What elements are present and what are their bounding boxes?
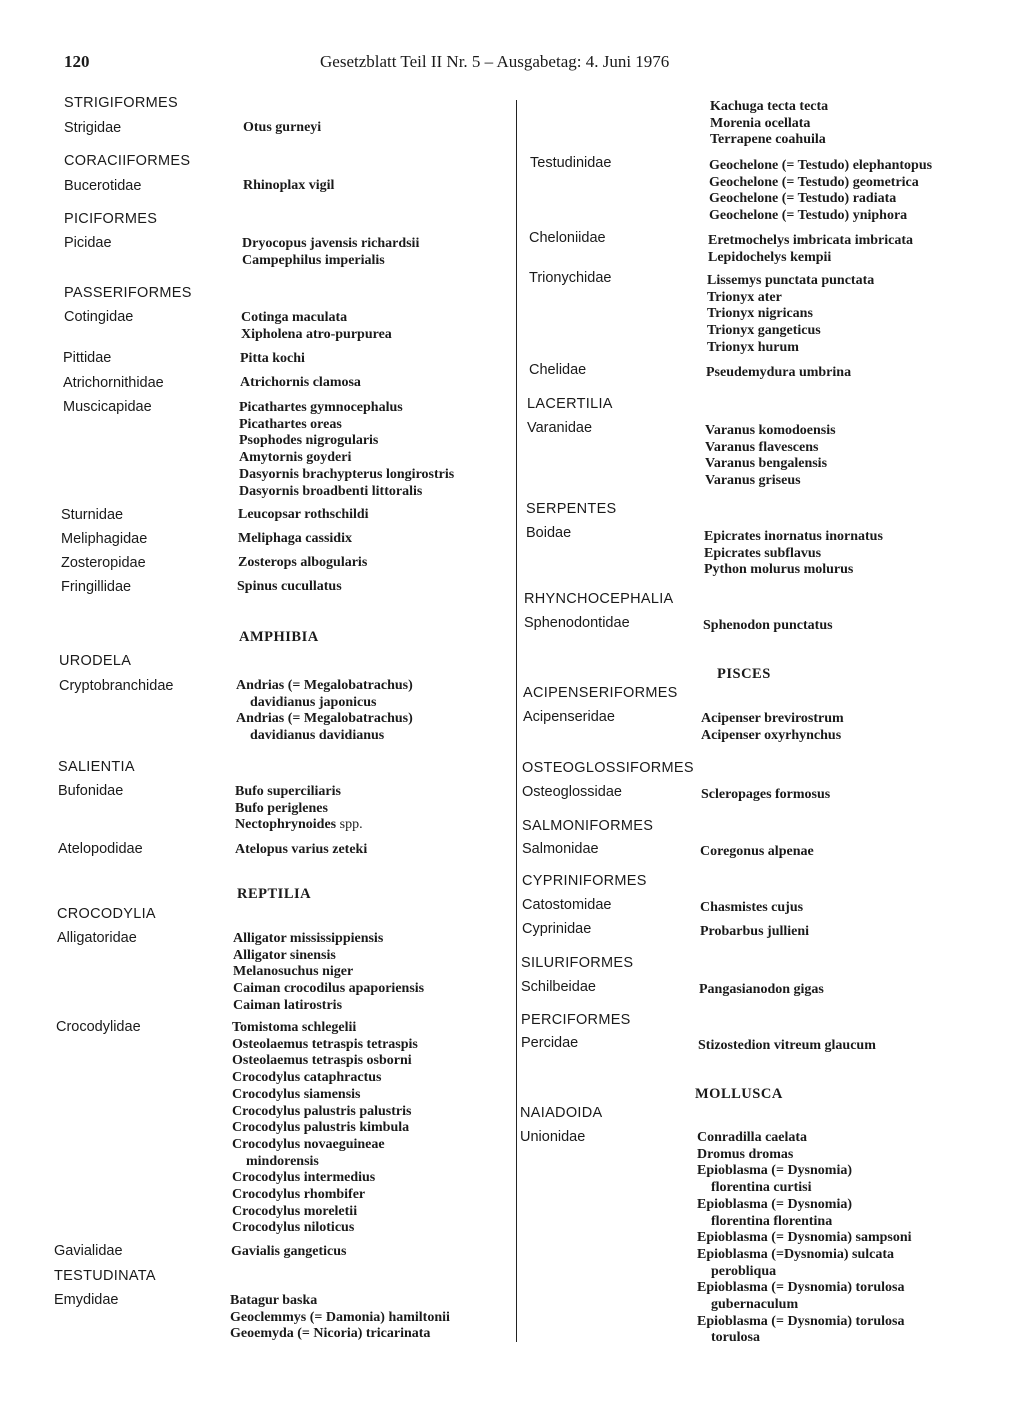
species-name: Tomistoma schlegelii <box>232 1020 357 1035</box>
species-list <box>231 1244 347 1261</box>
order-heading: URODELA <box>59 653 132 669</box>
species-name: Pangasianodon gigas <box>699 982 824 997</box>
species-name: Chasmistes cujus <box>700 900 804 915</box>
species-list <box>701 711 844 744</box>
family-name: Salmonidae <box>522 841 599 857</box>
species-name: Andrias (= Megalobatrachus) <box>236 711 413 727</box>
family-name: Meliphagidae <box>61 531 148 547</box>
order-heading: SALMONIFORMES <box>522 818 654 834</box>
family-name: Gavialidae <box>54 1243 123 1259</box>
species-name: Spinus cucullatus <box>237 579 342 594</box>
species-name: davidianus davidianus <box>250 728 385 744</box>
species-name: Coregonus alpenae <box>700 844 814 859</box>
species-name: Epioblasma (= Dysnomia) <box>697 1163 852 1179</box>
species-genus: Nectophrynoides <box>235 817 337 833</box>
species-list <box>698 1038 876 1055</box>
species-list <box>236 678 413 745</box>
species-name: Acipenser brevirostrum <box>701 711 844 726</box>
species-name: Alligator sinensis <box>233 947 336 963</box>
order-heading: RHYNCHOCEPHALIA <box>524 591 674 607</box>
species-name: Melanosuchus niger <box>233 964 354 980</box>
species-name: Picathartes gymnocephalus <box>239 400 403 415</box>
species-name: Osteolaemus tetraspis tetraspis <box>232 1036 418 1052</box>
family-name: Testudinidae <box>530 155 612 171</box>
species-name: Caiman latirostris <box>233 997 343 1013</box>
order-heading: LACERTILIA <box>527 396 613 412</box>
species-name: Dasyornis broadbenti littoralis <box>239 483 423 499</box>
family-name: Percidae <box>521 1035 579 1051</box>
species-name: Epioblasma (= Dysnomia) torulosa <box>697 1280 905 1296</box>
species-list <box>697 1130 912 1347</box>
family-name: Cyprinidae <box>522 921 592 937</box>
species-list <box>233 931 424 1015</box>
species-list <box>238 555 367 572</box>
species-name: Crocodylus palustris palustris <box>232 1103 412 1119</box>
family-name: Crocodylidae <box>56 1019 141 1035</box>
species-name: torulosa <box>711 1330 760 1346</box>
species-list <box>706 365 851 382</box>
species-name: Lissemys punctata punctata <box>707 273 875 288</box>
family-name: Picidae <box>64 235 112 251</box>
species-name: Pitta kochi <box>240 351 305 366</box>
family-name: Cheloniidae <box>529 230 606 246</box>
species-name: Campephilus imperialis <box>242 252 385 268</box>
family-name: Atelopodidae <box>58 841 143 857</box>
species-name: Osteolaemus tetraspis osborni <box>232 1053 412 1069</box>
right-column <box>518 92 958 1352</box>
species-name <box>235 817 363 834</box>
species-name: Crocodylus moreletii <box>232 1203 358 1219</box>
family-name: Zosteropidae <box>61 555 146 571</box>
family-name: Catostomidae <box>522 897 612 913</box>
species-name: Epioblasma (=Dysnomia) sulcata <box>697 1246 894 1262</box>
species-name: Acipenser oxyrhynchus <box>701 727 842 743</box>
species-name: Batagur baska <box>230 1293 318 1308</box>
species-name: Zosterops albogularis <box>238 555 368 570</box>
species-name: Psophodes nigrogularis <box>239 433 379 449</box>
species-list <box>709 158 932 225</box>
species-name: Geochelone (= Testudo) elephantopus <box>709 158 933 173</box>
family-name: Varanidae <box>527 420 593 436</box>
species-name: Python molurus molurus <box>704 562 854 578</box>
order-heading: CROCODYLIA <box>57 906 156 922</box>
family-name: Bufonidae <box>58 783 124 799</box>
family-name: Muscicapidae <box>63 399 152 415</box>
species-name: Dromus dromas <box>697 1146 794 1162</box>
species-list <box>238 531 352 548</box>
species-name: Atrichornis clamosa <box>240 375 361 390</box>
family-name: Schilbeidae <box>521 979 596 995</box>
order-heading: CORACIIFORMES <box>64 153 191 169</box>
species-name: Caiman crocodilus apaporiensis <box>233 981 425 997</box>
species-name: Cotinga maculata <box>241 310 348 325</box>
species-name: Geoclemmys (= Damonia) hamiltonii <box>230 1309 450 1325</box>
species-name: Epioblasma (= Dysnomia) torulosa <box>697 1313 905 1329</box>
species-name: Trionyx gangeticus <box>707 323 821 339</box>
species-name: Probarbus jullieni <box>700 924 810 939</box>
species-list <box>701 787 830 804</box>
family-name: Emydidae <box>54 1292 119 1308</box>
species-name: gubernaculum <box>711 1297 799 1313</box>
page-header-title: Gesetzblatt Teil II Nr. 5 – Ausgabetag: 4. Juni 1976 <box>320 52 670 71</box>
species-list <box>699 982 824 999</box>
family-name: Pittidae <box>63 350 112 366</box>
species-list <box>700 844 814 861</box>
species-list <box>243 178 334 195</box>
left-column <box>54 92 494 1352</box>
order-heading: SILURIFORMES <box>521 955 634 971</box>
species-name: Crocodylus siamensis <box>232 1086 361 1102</box>
species-list <box>707 273 874 357</box>
species-name: Geoemyda (= Nicoria) tricarinata <box>230 1326 431 1342</box>
family-name: Sturnidae <box>61 507 124 523</box>
order-heading: PASSERIFORMES <box>64 285 192 301</box>
species-name: Meliphaga cassidix <box>238 531 352 546</box>
species-list <box>238 507 369 524</box>
species-name: Varanus flavescens <box>705 439 819 455</box>
species-list <box>703 618 833 635</box>
species-list <box>704 529 883 579</box>
species-name: Crocodylus niloticus <box>232 1220 355 1236</box>
family-name: Chelidae <box>529 362 587 378</box>
species-list <box>710 99 828 149</box>
species-name: Trionyx hurum <box>707 339 799 355</box>
family-name: Alligatoridae <box>57 930 137 946</box>
species-name: mindorensis <box>246 1153 319 1169</box>
family-name: Bucerotidae <box>64 178 142 194</box>
page-number: 120 <box>64 52 90 71</box>
species-name: Crocodylus rhombifer <box>232 1187 366 1203</box>
species-name: Scleropages formosus <box>701 787 831 802</box>
species-name: Otus gurneyi <box>243 120 322 135</box>
family-name: Cryptobranchidae <box>59 678 174 694</box>
species-list <box>708 233 913 266</box>
class-heading: AMPHIBIA <box>239 629 319 645</box>
order-heading: STRIGIFORMES <box>64 95 178 111</box>
species-name: Lepidochelys kempii <box>708 249 832 265</box>
species-name: Geochelone (= Testudo) yniphora <box>709 208 908 224</box>
species-list <box>243 120 321 137</box>
order-heading: CYPRINIFORMES <box>522 873 647 889</box>
species-name: florentina curtisi <box>711 1180 812 1196</box>
species-list <box>237 579 342 596</box>
species-name: Kachuga tecta tecta <box>710 99 829 114</box>
order-heading: NAIADOIDA <box>520 1105 603 1121</box>
species-name: Epioblasma (= Dysnomia) sampsoni <box>697 1230 912 1246</box>
column-divider <box>516 100 517 1342</box>
class-heading: PISCES <box>717 666 771 682</box>
species-name: Geochelone (= Testudo) radiata <box>709 191 897 207</box>
species-name: Epioblasma (= Dysnomia) <box>697 1196 852 1212</box>
species-name: Sphenodon punctatus <box>703 618 833 633</box>
species-name: Geochelone (= Testudo) geometrica <box>709 174 919 190</box>
species-qualifier: spp. <box>339 817 363 833</box>
species-name: Dasyornis brachypterus longirostris <box>239 466 455 482</box>
species-list <box>241 310 392 343</box>
species-name: Leucopsar rothschildi <box>238 507 369 522</box>
species-name: Rhinoplax vigil <box>243 178 335 193</box>
species-name: Conradilla caelata <box>697 1130 808 1145</box>
species-list <box>232 1020 418 1237</box>
species-name: Dryocopus javensis richardsii <box>242 236 420 251</box>
family-name: Fringillidae <box>61 579 132 595</box>
order-heading: PICIFORMES <box>64 211 158 227</box>
species-name: Trionyx nigricans <box>707 306 813 322</box>
family-name: Atrichornithidae <box>63 375 164 391</box>
family-name: Strigidae <box>64 120 122 136</box>
species-name: Morenia ocellata <box>710 115 811 131</box>
species-list <box>240 351 305 368</box>
class-heading: REPTILIA <box>237 886 312 902</box>
family-name: Osteoglossidae <box>522 784 622 800</box>
family-name: Trionychidae <box>529 270 612 286</box>
species-name: Varanus komodoensis <box>705 423 836 438</box>
order-heading: OSTEOGLOSSIFORMES <box>522 760 694 776</box>
species-name: Xipholena atro-purpurea <box>241 326 392 342</box>
species-name: Bufo superciliaris <box>235 784 341 799</box>
order-heading: SERPENTES <box>526 501 617 517</box>
species-list <box>239 400 454 500</box>
species-list <box>700 924 809 941</box>
species-name: Crocodylus intermedius <box>232 1170 376 1186</box>
family-name: Unionidae <box>520 1129 586 1145</box>
species-name: davidianus japonicus <box>250 694 377 710</box>
species-name: Pseudemydura umbrina <box>706 365 852 380</box>
species-name: Stizostedion vitreum glaucum <box>698 1038 876 1053</box>
family-name: Sphenodontidae <box>524 615 630 631</box>
family-name: Boidae <box>526 525 572 541</box>
species-name: Epicrates subflavus <box>704 545 822 561</box>
family-name: Acipenseridae <box>523 709 615 725</box>
species-name: Terrapene coahuila <box>710 132 826 148</box>
species-list <box>242 236 419 269</box>
species-name: Crocodylus palustris kimbula <box>232 1120 410 1136</box>
family-name: Cotingidae <box>64 309 134 325</box>
species-name: Crocodylus novaeguineae <box>232 1136 385 1152</box>
species-name: Epicrates inornatus inornatus <box>704 529 883 544</box>
species-list <box>235 784 363 834</box>
species-name: Andrias (= Megalobatrachus) <box>236 678 413 693</box>
order-heading: TESTUDINATA <box>54 1268 156 1284</box>
species-name: Alligator mississippiensis <box>233 931 384 946</box>
species-name: Crocodylus cataphractus <box>232 1070 382 1086</box>
species-list <box>230 1293 450 1343</box>
species-name: Atelopus varius zeteki <box>235 842 368 857</box>
species-name: Eretmochelys imbricata imbricata <box>708 233 914 248</box>
species-name: perobliqua <box>711 1263 777 1279</box>
class-heading: MOLLUSCA <box>695 1086 783 1102</box>
species-name: Varanus griseus <box>705 473 801 489</box>
species-list <box>240 375 361 392</box>
species-name: Bufo periglenes <box>235 800 328 816</box>
species-name: Gavialis gangeticus <box>231 1244 347 1259</box>
species-name: Varanus bengalensis <box>705 456 828 472</box>
species-list <box>700 900 803 917</box>
species-name: Trionyx ater <box>707 289 782 305</box>
species-name: florentina florentina <box>711 1213 833 1229</box>
order-heading: SALIENTIA <box>58 759 135 775</box>
species-name: Picathartes oreas <box>239 416 342 432</box>
order-heading: PERCIFORMES <box>521 1012 631 1028</box>
order-heading: ACIPENSERIFORMES <box>523 685 678 701</box>
species-list <box>235 842 367 859</box>
species-name: Amytornis goyderi <box>239 450 352 466</box>
species-list <box>705 423 836 490</box>
